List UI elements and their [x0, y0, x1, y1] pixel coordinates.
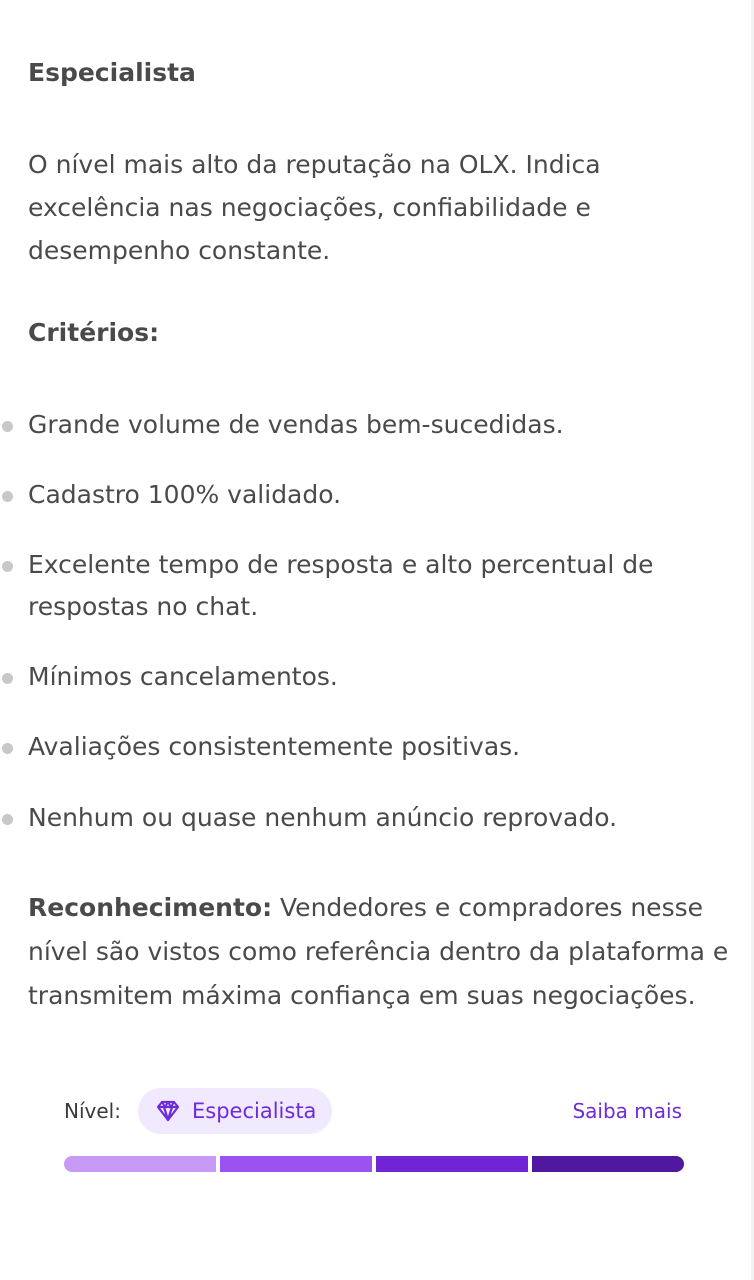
criteria-item-text: Mínimos cancelamentos. — [28, 662, 338, 691]
learn-more-link[interactable]: Saiba mais — [572, 1099, 682, 1123]
level-segment — [532, 1156, 684, 1172]
bullet-icon — [2, 561, 13, 572]
level-segment — [220, 1156, 372, 1172]
bullet-icon — [2, 421, 13, 432]
recognition-paragraph — [28, 886, 738, 1018]
level-segment — [376, 1156, 528, 1172]
bullet-icon — [2, 814, 13, 825]
bullet-icon — [2, 491, 13, 502]
recognition-text: Vendedores e compradores nesse nível são vistos como referência dentro da plataforma e transmitem máxima confiança em suas negociações. — [28, 893, 729, 1010]
level-badge-label: Especialista — [192, 1099, 317, 1123]
criteria-item-text: Cadastro 100% validado. — [28, 480, 342, 509]
recognition-label: Reconhecimento: — [28, 893, 273, 922]
level-badge — [138, 1088, 332, 1134]
level-row — [64, 1088, 684, 1134]
level-progress-bar — [64, 1156, 684, 1172]
bullet-icon — [2, 743, 13, 754]
criteria-item-text: Nenhum ou quase nenhum anúncio reprovado. — [28, 803, 618, 832]
criteria-heading: Critérios: — [28, 318, 160, 347]
level-segment — [64, 1156, 216, 1172]
criteria-item-text: Grande volume de vendas bem-sucedidas. — [28, 410, 564, 439]
level-description: O nível mais alto da reputação na OLX. Indica excelência nas negociações, confiabilidade e desempenho constante. — [28, 150, 601, 265]
criteria-item-text: Excelente tempo de resposta e alto percentual de respostas no chat. — [28, 550, 654, 621]
diamond-icon — [154, 1097, 182, 1125]
bullet-icon — [2, 673, 13, 684]
level-label: Nível: — [64, 1099, 121, 1123]
level-title: Especialista — [28, 58, 196, 87]
criteria-item-text: Avaliações consistentemente positivas. — [28, 732, 521, 761]
